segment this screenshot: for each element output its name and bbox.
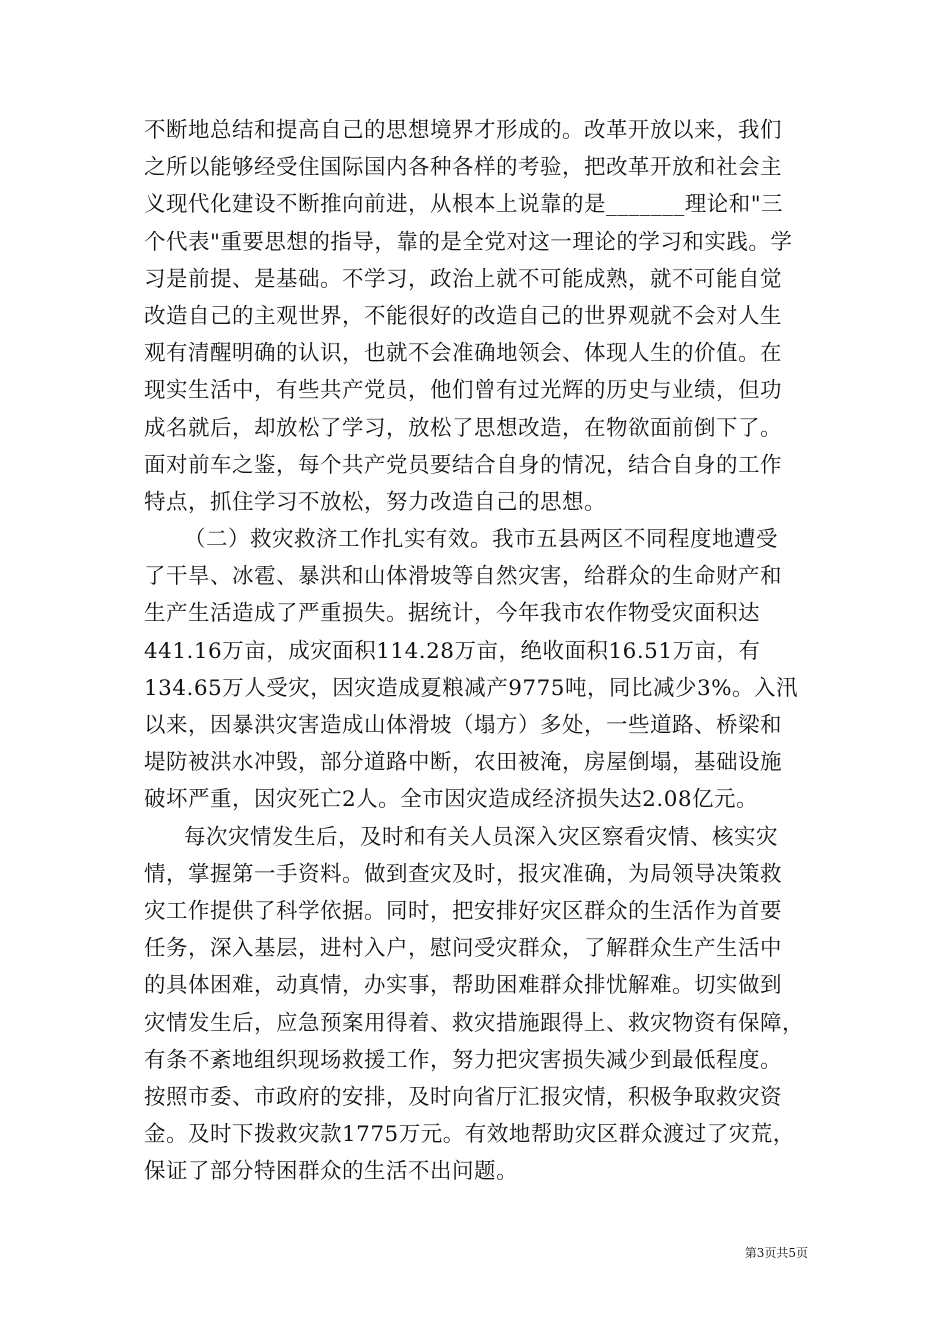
text-line: 成名就后，却放松了学习，放松了思想改造，在物欲面前倒下了。 — [144, 415, 783, 441]
text-line: 任务，深入基层，进村入户，慰问受灾群众，了解群众生产生活中 — [144, 936, 783, 962]
text-line: 个代表"重要思想的指导，靠的是全党对这一理论的学习和实践。学 — [144, 229, 793, 255]
text-line: 保证了部分特困群众的生活不出问题。 — [144, 1159, 519, 1185]
text-line: 破坏严重，因灾死亡2人。全市因灾造成经济损失达2.08亿元。 — [144, 787, 759, 813]
text-line: 现实生活中，有些共产党员，他们曾有过光辉的历史与业绩，但功 — [144, 378, 783, 404]
text-line: 习是前提、是基础。不学习，政治上就不可能成熟，就不可能自觉 — [144, 266, 783, 292]
paragraph-response — [144, 819, 814, 1191]
text-line: 生产生活造成了严重损失。据统计，今年我市农作物受灾面积达 — [144, 601, 761, 627]
text-line: 堤防被洪水冲毁，部分道路中断，农田被淹，房屋倒塌，基础设施 — [144, 750, 783, 776]
document-body — [144, 112, 814, 1190]
text-line: 有条不紊地组织现场救援工作，努力把灾害损失减少到最低程度。 — [144, 1047, 783, 1073]
text-line: 441.16万亩，成灾面积114.28万亩，绝收面积16.51万亩，有 — [144, 638, 761, 664]
text-line: 灾工作提供了科学依据。同时，把安排好灾区群众的生活作为首要 — [144, 898, 783, 924]
paragraph-disaster-relief — [144, 521, 814, 819]
text-line: 的具体困难，动真情，办实事，帮助困难群众排忧解难。切实做到 — [144, 973, 783, 999]
text-line: 灾情发生后，应急预案用得着、救灾措施跟得上、救灾物资有保障， — [144, 1010, 805, 1036]
text-line: 按照市委、市政府的安排，及时向省厅汇报灾情，积极争取救灾资 — [144, 1084, 783, 1110]
text-line: 情，掌握第一手资料。做到查灾及时，报灾准确，为局领导决策救 — [144, 861, 783, 887]
text-line: 特点，抓住学习不放松，努力改造自己的思想。 — [144, 489, 607, 515]
text-line: 义现代化建设不断推向前进，从根本上说靠的是_______理论和"三 — [144, 192, 784, 218]
text-line: 134.65万人受灾，因灾造成夏粮减产9775吨，同比减少3%。入汛 — [144, 675, 799, 701]
section-heading-line: （二）救灾救济工作扎实有效。我市五县两区不同程度地遭受 — [184, 527, 779, 553]
text-line: 之所以能够经受住国际国内各种各样的考验，把改革开放和社会主 — [144, 155, 783, 181]
text-line: 了干旱、冰雹、暴洪和山体滑坡等自然灾害，给群众的生命财产和 — [144, 564, 783, 590]
page-number: 第3页共5页 — [744, 1246, 808, 1260]
text-line: 观有清醒明确的认识，也就不会准确地领会、体现人生的价值。在 — [144, 341, 783, 367]
text-line: 金。及时下拨救灾款1775万元。有效地帮助灾区群众渡过了灾荒， — [144, 1122, 795, 1148]
text-line: 以来，因暴洪灾害造成山体滑坡（塌方）多处，一些道路、桥梁和 — [144, 713, 783, 738]
text-line: 每次灾情发生后，及时和有关人员深入灾区察看灾情、核实灾 — [184, 824, 779, 850]
text-line: 不断地总结和提高自己的思想境界才形成的。改革开放以来，我们 — [144, 118, 783, 143]
text-line: 改造自己的主观世界，不能很好的改造自己的世界观就不会对人生 — [144, 303, 783, 329]
paragraph-study — [144, 112, 814, 521]
text-line: 面对前车之鉴，每个共产党员要结合自身的情况，结合自身的工作 — [144, 452, 783, 478]
